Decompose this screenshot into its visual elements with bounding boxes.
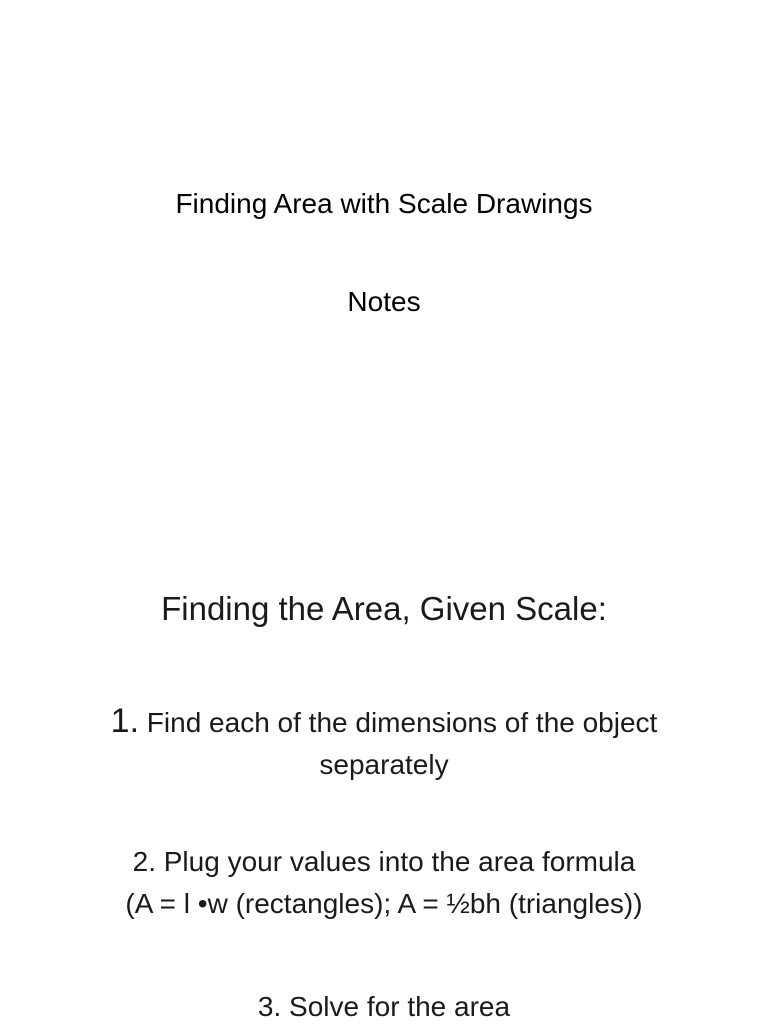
step-1-line-2: separately — [319, 749, 449, 780]
slide-subtitle: Notes — [347, 286, 421, 317]
step-2-line-1: 2. Plug your values into the area formula — [132, 846, 636, 877]
step-2-line-2: (A = l •w (rectangles); A = ½bh (triangles)) — [125, 888, 643, 919]
slide-heading: Finding the Area, Given Scale: — [161, 590, 607, 627]
step-1-line-1 — [0, 700, 768, 744]
step-3-line-1: 3. Solve for the area — [257, 991, 511, 1022]
step-2 — [0, 841, 768, 925]
step-1-number: 1. — [110, 702, 140, 740]
notes-slide — [0, 512, 768, 1024]
step-3 — [0, 986, 768, 1024]
slide-title: Finding Area with Scale Drawings — [175, 188, 593, 219]
step-1-text: Find each of the dimensions of the object — [139, 707, 658, 738]
step-1 — [0, 700, 768, 786]
